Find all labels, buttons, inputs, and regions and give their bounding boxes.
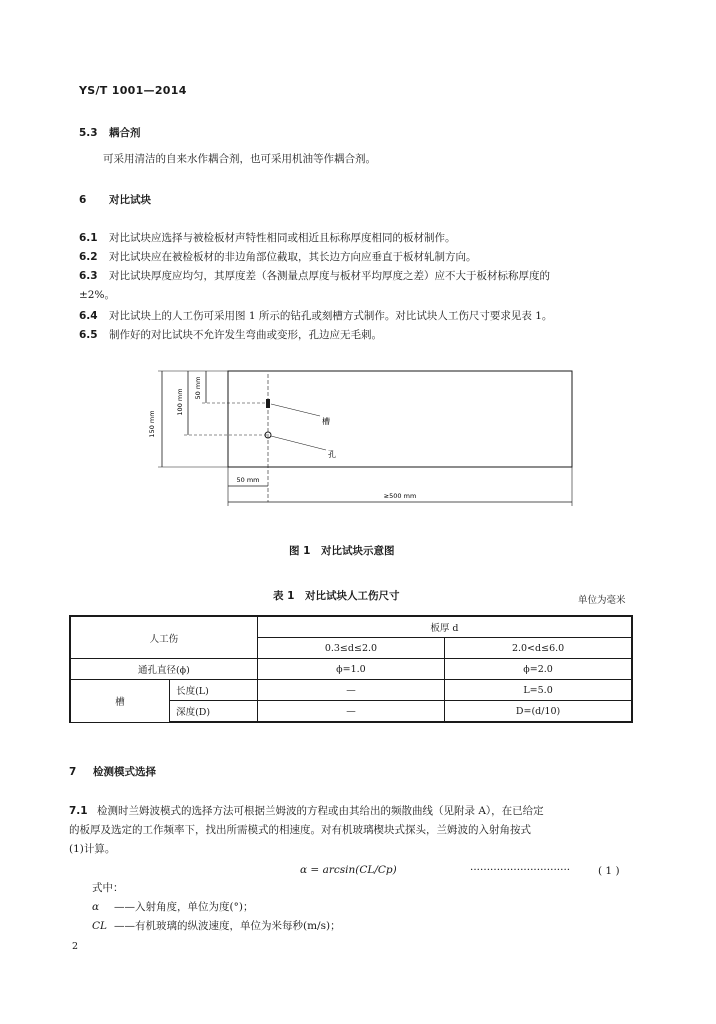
header-thickness: 板厚 d	[257, 616, 632, 638]
section-7-heading	[69, 764, 156, 779]
dim-500-label: ≥500 mm	[383, 492, 417, 500]
formula-number: ( 1 )	[598, 865, 620, 877]
table-1-unit: 单位为毫米	[578, 595, 626, 606]
header-flaw: 人工伤	[70, 616, 257, 659]
table-row	[70, 680, 632, 701]
groove-depth-label: 深度(D)	[170, 701, 258, 723]
groove-depth-value-2: D=(d/10)	[445, 701, 632, 723]
section-5-3-body: 可采用清洁的自来水作耦合剂，也可采用机油等作耦合剂。	[103, 153, 376, 165]
table-1	[69, 615, 633, 723]
table-1-caption: 表 1 对比试块人工伤尺寸	[273, 590, 400, 602]
clause-6-2	[79, 250, 477, 264]
hole-label: 孔	[328, 450, 336, 459]
clause-text: 对比试块上的人工伤可采用图 1 所示的钻孔或刻槽方式制作。对比试块人工伤尺寸要求见表 1。	[109, 310, 553, 322]
dim-150-label: 150 mm	[148, 410, 156, 438]
clause-text: 检测时兰姆波模式的选择方法可根据兰姆波的方程或由其给出的频散曲线（见附录 A），在已给定	[97, 805, 544, 817]
variable-description: ——入射角度，单位为度(°)；	[114, 901, 254, 913]
variable-description: ——有机玻璃的纵波速度，单位为米每秒(m/s)；	[114, 920, 341, 932]
formula-leader-dots: ······························	[470, 864, 571, 876]
clause-7-1-line-1	[69, 804, 544, 818]
clause-number: 6.1	[79, 232, 98, 244]
header-range-1: 0.3≤d≤2.0	[257, 638, 444, 659]
dim-50v-label: 50 mm	[194, 376, 202, 400]
figure-1-diagram	[140, 362, 580, 512]
section-title: 对比试块	[109, 194, 151, 206]
page-number: 2	[72, 941, 79, 952]
groove-label: 槽	[322, 417, 330, 426]
clause-number: 6.3	[79, 270, 98, 282]
section-number: 7	[69, 766, 77, 778]
hole-value-1: ϕ=1.0	[257, 659, 444, 680]
clause-6-3-continuation: ±2%。	[79, 289, 115, 301]
groove-length-value-2: L=5.0	[445, 680, 632, 701]
document-header-id: YS/T 1001—2014	[79, 84, 187, 97]
section-5-3-heading	[79, 125, 141, 140]
table-row	[70, 659, 632, 680]
variable-symbol: CL	[92, 920, 108, 932]
variable-cl	[92, 919, 341, 933]
specimen-outline	[228, 371, 572, 467]
clause-6-4	[79, 309, 552, 323]
clause-text: 对比试块应在被检板材的非边角部位截取，其长边方向应垂直于板材轧制方向。	[109, 251, 477, 263]
clause-7-1-line-3: (1)计算。	[69, 843, 116, 855]
formula-1: α = arcsin(CL/Cp)	[300, 864, 397, 876]
hole-value-2: ϕ=2.0	[445, 659, 632, 680]
row-hole-label: 通孔直径(ϕ)	[70, 659, 257, 680]
header-range-2: 2.0<d≤6.0	[445, 638, 632, 659]
clause-number: 6.4	[79, 310, 98, 322]
figure-1-caption: 图 1 对比试块示意图	[289, 545, 395, 557]
section-title: 耦合剂	[109, 127, 141, 139]
groove-depth-value-1: —	[257, 701, 444, 723]
clause-6-5	[79, 328, 382, 342]
groove-leader	[271, 404, 320, 416]
section-number: 5.3	[79, 127, 98, 139]
clause-number: 6.5	[79, 329, 98, 341]
variable-symbol: α	[92, 901, 100, 913]
table-row	[70, 616, 632, 638]
row-groove-label: 槽	[70, 680, 170, 723]
hole-leader	[271, 436, 326, 450]
groove-flaw	[266, 399, 270, 408]
clause-6-3	[79, 269, 550, 283]
section-6-heading	[79, 192, 151, 207]
clause-6-1	[79, 231, 456, 245]
variable-alpha	[92, 900, 253, 914]
groove-length-label: 长度(L)	[170, 680, 258, 701]
clause-text: 制作好的对比试块不允许发生弯曲或变形，孔边应无毛刺。	[109, 329, 382, 341]
clause-number: 6.2	[79, 251, 98, 263]
dim-50h-label: 50 mm	[236, 476, 260, 484]
section-number: 6	[79, 194, 87, 206]
dim-100-label: 100 mm	[176, 388, 184, 416]
clause-7-1-line-2: 的板厚及选定的工作频率下，找出所需模式的相速度。对有机玻璃楔块式探头，兰姆波的入射角按式	[69, 824, 531, 836]
clause-text: 对比试块应选择与被检板材声特性相同或相近且标称厚度相同的板材制作。	[109, 232, 456, 244]
groove-length-value-1: —	[257, 680, 444, 701]
clause-text: 对比试块厚度应均匀，其厚度差（各测量点厚度与板材平均厚度之差）应不大于板材标称厚度的	[109, 270, 550, 282]
clause-number: 7.1	[69, 805, 88, 817]
section-title: 检测模式选择	[93, 766, 156, 778]
where-intro: 式中：	[92, 882, 124, 894]
